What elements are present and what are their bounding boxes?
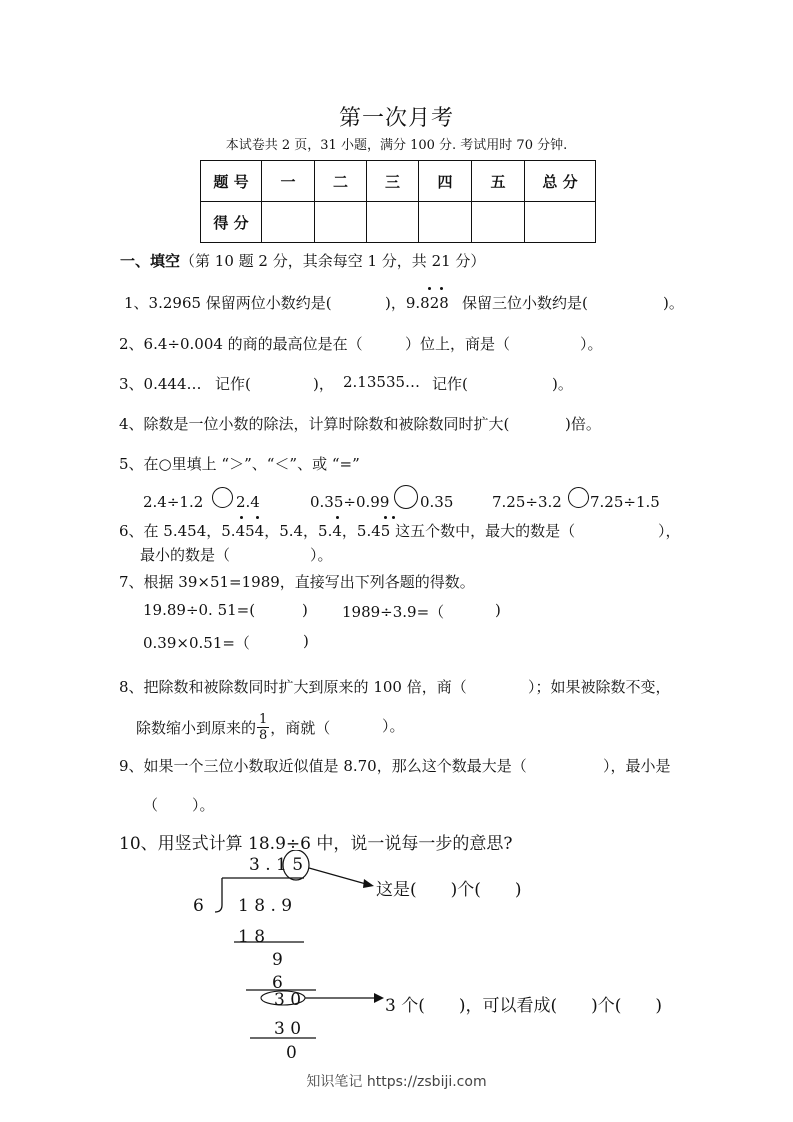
score-header-label: 题 号 bbox=[201, 161, 262, 202]
score-header-3: 三 bbox=[367, 161, 419, 202]
division-dividend: 1 8 . 9 bbox=[238, 896, 293, 916]
division-step-2: 9 bbox=[272, 950, 283, 970]
q4-part-b: )倍。 bbox=[565, 415, 601, 433]
score-cell-4[interactable] bbox=[419, 202, 472, 243]
division-bracket bbox=[215, 878, 222, 912]
section-note: （第 10 题 2 分，其余每空 1 分，共 21 分） bbox=[180, 252, 486, 270]
q5-compare-2-left: 0.35÷0.99 bbox=[310, 493, 390, 511]
q7-expr-2-close: ) bbox=[495, 601, 501, 619]
exam-subtitle: 本试卷共 2 页，31 小题，满分 100 分. 考试用时 70 分钟. bbox=[225, 138, 568, 153]
exam-title: 第一次月考 bbox=[338, 106, 454, 131]
q7-expr-1-close: ) bbox=[302, 601, 308, 619]
score-header-5: 五 bbox=[472, 161, 525, 202]
compare-circle-2[interactable] bbox=[394, 485, 418, 509]
q6-part-b: ）， bbox=[658, 522, 681, 540]
arrow-head-1 bbox=[363, 879, 374, 888]
q5-compare-1-right: 2.4 bbox=[236, 493, 260, 511]
score-header-total: 总 分 bbox=[525, 161, 596, 202]
score-header-4: 四 bbox=[419, 161, 472, 202]
repeat-dot bbox=[392, 516, 395, 519]
repeat-dot bbox=[428, 287, 431, 290]
division-remainder: 0 bbox=[286, 1043, 297, 1063]
arrow-line-1 bbox=[309, 868, 366, 884]
q5-text: 5、在○里填上 “＞”、“＜”、或 “=” bbox=[119, 455, 360, 473]
section-heading bbox=[120, 250, 485, 271]
q8-part-e: ）。 bbox=[382, 717, 405, 735]
q6-part-a: 6、在 5.454，5.454，5.4，5.4，5.45 这五个数中，最大的数是（ bbox=[119, 522, 576, 540]
division-step-4: 3 0 bbox=[274, 990, 302, 1010]
score-row-label: 得 分 bbox=[201, 202, 262, 243]
footer-watermark: 知识笔记 https://zsbiji.com bbox=[306, 1074, 487, 1090]
repeat-dot bbox=[240, 516, 243, 519]
score-table-header-row bbox=[201, 161, 596, 202]
fraction-one-eighth bbox=[257, 713, 269, 742]
q9-part-a: 9、如果一个三位小数取近似值是 8.70，那么这个数最大是（ bbox=[119, 757, 527, 775]
q5-compare-2-right: 0.35 bbox=[420, 493, 454, 511]
fraction-numerator: 1 bbox=[259, 711, 268, 727]
arrow-head-2 bbox=[374, 993, 384, 1003]
q2-part-c: ）。 bbox=[580, 335, 603, 353]
fraction-denominator: 8 bbox=[259, 727, 268, 743]
division-step-1: 1 8 bbox=[238, 927, 266, 947]
q7-expr-3-close: ) bbox=[303, 632, 309, 650]
q5-compare-3-left: 7.25÷3.2 bbox=[492, 493, 562, 511]
q8-part-d: ，商就（ bbox=[270, 718, 331, 737]
q9-part-b: ），最小是 bbox=[603, 757, 671, 775]
q7-expr-1: 19.89÷0. 51=( bbox=[143, 601, 256, 619]
q5-compare-3-right: 7.25÷1.5 bbox=[590, 493, 660, 511]
q8-part-a: 8、把除数和被除数同时扩大到原来的 100 倍，商（ bbox=[119, 678, 467, 696]
q3-part-f: )。 bbox=[552, 375, 573, 393]
q4-part-a: 4、除数是一位小数的除法，计算时除数和被除数同时扩大( bbox=[119, 415, 510, 433]
q8-part-c: 除数缩小到原来的 bbox=[136, 718, 257, 737]
q6-part-c: 最小的数是（ bbox=[140, 546, 231, 564]
score-header-1: 一 bbox=[262, 161, 315, 202]
compare-circle-1[interactable] bbox=[212, 487, 233, 508]
quotient-circle bbox=[283, 850, 309, 880]
q10-note-1: 这是( )个( ) bbox=[376, 880, 522, 900]
q3-part-e: 记作( bbox=[432, 375, 468, 393]
q1-part-c: 保留三位小数约是( bbox=[462, 294, 588, 312]
division-step-3: 6 bbox=[272, 973, 283, 993]
repeat-dot bbox=[384, 516, 387, 519]
division-step-5: 3 0 bbox=[274, 1019, 302, 1039]
score-cell-1[interactable] bbox=[262, 202, 315, 243]
question-1 bbox=[124, 292, 332, 313]
q3-part-b: 记作( bbox=[215, 375, 251, 393]
q1-part-a: 1、3.2965 保留两位小数约是( bbox=[124, 294, 332, 312]
q8-part-b: ）；如果被除数不变， bbox=[528, 678, 671, 696]
q1-part-d: )。 bbox=[663, 294, 684, 312]
section-label: 一、填空 bbox=[120, 252, 181, 270]
repeat-dot bbox=[256, 516, 259, 519]
repeat-dot bbox=[440, 287, 443, 290]
q2-part-b: ）位上，商是（ bbox=[405, 335, 511, 353]
score-cell-5[interactable] bbox=[472, 202, 525, 243]
q3-part-d: 2.13535… bbox=[343, 373, 421, 391]
score-table-score-row bbox=[201, 202, 596, 243]
q10-text: 10、用竖式计算 18.9÷6 中，说一说每一步的意思? bbox=[119, 834, 513, 854]
q7-text: 7、根据 39×51=1989，直接写出下列各题的得数。 bbox=[119, 573, 475, 591]
score-cell-total[interactable] bbox=[525, 202, 596, 243]
score-cell-3[interactable] bbox=[367, 202, 419, 243]
q10-note-2: 3 个( )，可以看成( )个( ) bbox=[385, 996, 663, 1016]
division-quotient: 3 . 1 5 bbox=[249, 855, 304, 875]
q8-line-2 bbox=[136, 711, 331, 743]
q7-expr-3: 0.39×0.51=（ bbox=[143, 634, 250, 652]
score-cell-2[interactable] bbox=[315, 202, 367, 243]
repeat-dot bbox=[336, 516, 339, 519]
q1-part-b: )，9.828 bbox=[385, 294, 449, 312]
q2-part-a: 2、6.4÷0.004 的商的最高位是在（ bbox=[119, 335, 363, 353]
compare-circle-3[interactable] bbox=[568, 487, 589, 508]
q3-part-c: )， bbox=[313, 375, 334, 393]
q3-part-a: 3、0.444… bbox=[119, 375, 202, 393]
q7-expr-2: 1989÷3.9=（ bbox=[342, 603, 445, 621]
q9-part-c: （ bbox=[143, 796, 159, 814]
q9-part-d: ）。 bbox=[192, 796, 215, 814]
q5-compare-1-left: 2.4÷1.2 bbox=[143, 493, 204, 511]
q6-part-d: ）。 bbox=[310, 546, 333, 564]
division-divisor: 6 bbox=[193, 896, 204, 916]
score-header-2: 二 bbox=[315, 161, 367, 202]
score-table bbox=[200, 160, 596, 243]
